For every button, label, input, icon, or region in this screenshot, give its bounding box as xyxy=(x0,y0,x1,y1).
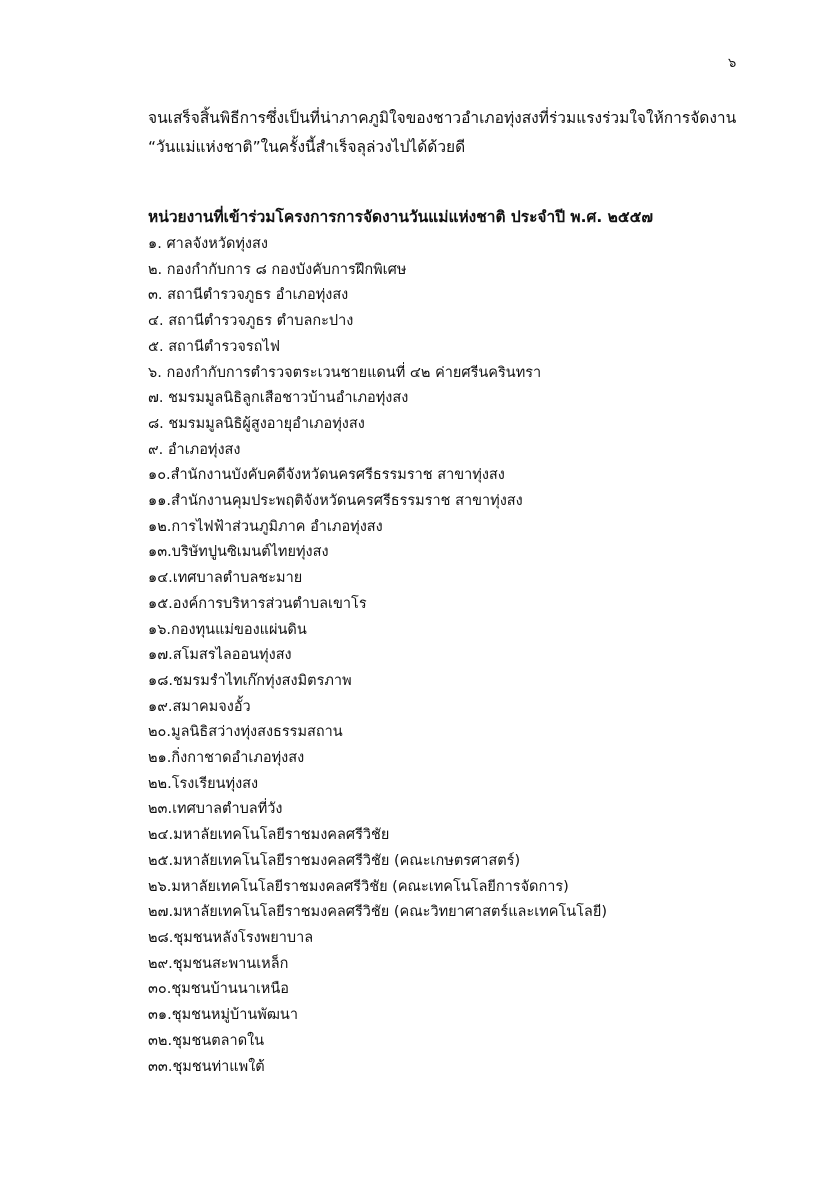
list-item-number: ๓๒. xyxy=(148,1032,173,1049)
list-item xyxy=(148,258,768,284)
list-item-number: ๑๘. xyxy=(148,672,173,689)
list-item xyxy=(148,618,768,644)
list-item-number: ๒๐. xyxy=(148,724,172,741)
list-item xyxy=(148,952,768,978)
list-item-name: กองกำกับการตำรวจตระเวนชายแดนที่ ๔๒ ค่ายศรีนครินทรา xyxy=(166,364,542,381)
list-item-number: ๑๐. xyxy=(148,467,171,484)
list-item xyxy=(148,875,768,901)
list-item-name: มูลนิธิสว่างทุ่งสงธรรมสถาน xyxy=(171,724,343,741)
list-item-name: ชุมชนหมู่บ้านพัฒนา xyxy=(171,1007,298,1024)
list-item xyxy=(148,900,768,926)
list-item-name: สโมสรไลออนทุ่งสง xyxy=(172,647,292,664)
list-item xyxy=(148,515,768,541)
list-item-name: เทศบาลตำบลที่วัง xyxy=(172,801,283,818)
list-item xyxy=(148,1029,768,1055)
intro-paragraph xyxy=(148,104,788,162)
list-item-name: ชมรมมูลนิธิลูกเสือชาวบ้านอำเภอทุ่งสง xyxy=(168,390,409,407)
list-item-name: เทศบาลตำบลชะมาย xyxy=(172,570,303,587)
list-item-number: ๘. xyxy=(148,415,169,432)
list-item xyxy=(148,1055,768,1081)
list-item-number: ๒๑. xyxy=(148,750,172,767)
list-item-number: ๒๖. xyxy=(148,878,172,895)
list-item-number: ๒๕. xyxy=(148,852,174,869)
list-item-number: ๒๘. xyxy=(148,929,174,946)
list-item-name: ศาลจังหวัดทุ่งสง xyxy=(166,236,268,252)
list-item xyxy=(148,977,768,1003)
list-item-number: ๑๓. xyxy=(148,544,172,561)
list-item-number: ๔. xyxy=(148,313,169,330)
list-item xyxy=(148,669,768,695)
list-item-name: โรงเรียนทุ่งสง xyxy=(171,775,259,792)
list-item-name: ชมรมรำไทเก๊กทุ่งสงมิตรภาพ xyxy=(173,672,352,689)
list-item-name: สำนักงานบังคับคดีจังหวัดนครศรีธรรมราช สาขาทุ่งสง xyxy=(170,467,505,484)
list-item-number: ๑๗. xyxy=(148,647,173,664)
list-item-name: สถานีตำรวจภูธร อำเภอทุ่งสง xyxy=(167,287,349,304)
list-item xyxy=(148,309,768,335)
list-item xyxy=(148,695,768,721)
list-item xyxy=(148,926,768,952)
list-item-name: การไฟฟ้าส่วนภูมิภาค อำเภอทุ่งสง xyxy=(171,518,383,535)
list-item xyxy=(148,823,768,849)
list-item xyxy=(148,386,768,412)
list-item-name: บริษัทปูนซิเมนต์ไทยทุ่งสง xyxy=(171,544,329,561)
list-item-number: ๙. xyxy=(148,441,168,458)
list-item-number: ๓๐. xyxy=(148,981,172,998)
list-item-number: ๓๑. xyxy=(148,1007,172,1024)
list-item-number: ๑๕. xyxy=(148,595,173,612)
list-item-number: ๑. xyxy=(148,236,167,252)
section-title: หน่วยงานที่เข้าร่วมโครงการการจัดงานวันแม่แห่งชาติ ประจำปี พ.ศ. ๒๕๕๗ xyxy=(148,208,653,226)
list-item-name: มหาลัยเทคโนโลยีราชมงคลศรีวิชัย (คณะเกษตรศาสตร์) xyxy=(173,852,521,869)
list-item xyxy=(148,232,768,258)
list-item xyxy=(148,566,768,592)
list-item xyxy=(148,540,768,566)
list-item-number: ๑๙. xyxy=(148,698,173,715)
list-item-number: ๒๙. xyxy=(148,955,173,972)
list-item xyxy=(148,361,768,387)
list-item-number: ๒๗. xyxy=(148,904,174,921)
list-item xyxy=(148,412,768,438)
list-item-number: ๖. xyxy=(148,364,167,381)
list-item-name: องค์การบริหารส่วนตำบลเขาโร xyxy=(172,595,367,612)
list-item-name: ชุมชนตลาดใน xyxy=(172,1032,265,1049)
list-item-number: ๒. xyxy=(148,261,167,278)
list-item xyxy=(148,746,768,772)
list-item-number: ๕. xyxy=(148,338,169,355)
list-item-number: ๗. xyxy=(148,390,169,407)
list-item xyxy=(148,335,768,361)
list-item-number: ๒๒. xyxy=(148,775,172,792)
list-item-name: ชุมชนบ้านนาเหนือ xyxy=(171,981,289,998)
list-item xyxy=(148,592,768,618)
list-item-name: สถานีตำรวจภูธร ตำบลกะปาง xyxy=(168,313,354,330)
list-item xyxy=(148,720,768,746)
list-item-number: ๓๓. xyxy=(148,1058,173,1075)
list-item-name: มหาลัยเทคโนโลยีราชมงคลศรีวิชัย (คณะวิทยาศาสตร์และเทคโนโลยี) xyxy=(173,904,607,921)
list-item xyxy=(148,772,768,798)
list-item-name: สมาคมจงอั้ว xyxy=(172,698,251,715)
list-item-name: ชุมชนหลังโรงพยาบาล xyxy=(173,929,314,946)
list-item-name: กองกำกับการ ๘ กองบังคับการฝึกพิเศษ xyxy=(166,261,407,278)
page-number: ๖ xyxy=(728,56,737,71)
list-item-number: ๒๔. xyxy=(148,827,174,844)
list-item-name: ชุมชนสะพานเหล็ก xyxy=(172,955,289,972)
list-item-number: ๑๒. xyxy=(148,518,172,535)
list-item xyxy=(148,643,768,669)
list-item xyxy=(148,438,768,464)
list-item-number: ๑๔. xyxy=(148,570,173,587)
list-item-name: สำนักงานคุมประพฤติจังหวัดนครศรีธรรมราช สาขาทุ่งสง xyxy=(171,493,523,510)
list-item xyxy=(148,283,768,309)
intro-line-2: “วันแม่แห่งชาติ”ในครั้งนี้สำเร็จลุล่วงไปได้ด้วยดี xyxy=(148,138,466,156)
list-item-name: ชมรมมูลนิธิผู้สูงอายุอำเภอทุ่งสง xyxy=(168,415,365,432)
list-item xyxy=(148,1003,768,1029)
list-item-name: สถานีตำรวจรถไฟ xyxy=(168,338,280,355)
organization-list xyxy=(148,232,768,1080)
list-item-number: ๑๑. xyxy=(148,493,172,510)
list-item-number: ๑๖. xyxy=(148,621,172,638)
list-item-number: ๓. xyxy=(148,287,168,304)
list-item-name: กองทุนแม่ของแผ่นดิน xyxy=(171,621,307,638)
intro-line-1: จนเสร็จสิ้นพิธีการซึ่งเป็นที่น่าภาคภูมิใจของชาวอำเภอทุ่งสงที่ร่วมแรงร่วมใจให้การจัดงาน xyxy=(148,109,737,127)
list-item-name: อำเภอทุ่งสง xyxy=(167,441,241,458)
list-item-number: ๒๓. xyxy=(148,801,173,818)
list-item xyxy=(148,463,768,489)
list-item-name: กิ่งกาชาดอำเภอทุ่งสง xyxy=(171,750,305,767)
list-item xyxy=(148,797,768,823)
list-item-name: มหาลัยเทคโนโลยีราชมงคลศรีวิชัย xyxy=(173,827,390,844)
list-item-name: ชุมชนท่าแพใต้ xyxy=(172,1058,265,1075)
list-item xyxy=(148,489,768,515)
list-item-name: มหาลัยเทคโนโลยีราชมงคลศรีวิชัย (คณะเทคโนโลยีการจัดการ) xyxy=(171,878,569,895)
list-item xyxy=(148,849,768,875)
